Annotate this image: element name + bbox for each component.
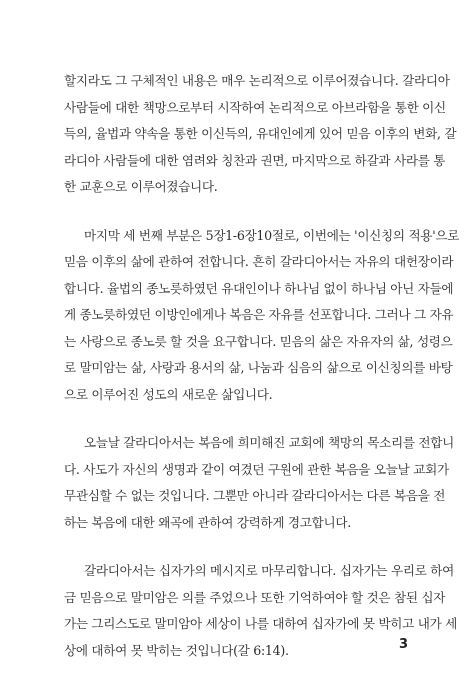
text-line: 는 사랑으로 종노릇 할 것을 요구합니다. 믿음의 삶은 자유자의 삶, 성령으 xyxy=(64,333,453,349)
text-line: 마지막 세 번째 부분은 5장1-6장10절로, 이번에는 '이신칭의 적용'으로 xyxy=(84,227,460,243)
text-line: 득의, 율법과 약속을 통한 이신득의, 유대인에게 있어 믿음 이후의 변화, 갈 xyxy=(64,126,457,141)
text-line: 갈라디아서는 십자가의 메시지로 마무리합니다. 십자가는 우리로 하여 xyxy=(84,563,455,578)
text-line: 으로 이루어진 성도의 새로운 삶입니다. xyxy=(64,386,273,402)
text-line: 상에 대하여 못 박히는 것입니다(갈 6:14). xyxy=(64,642,289,658)
paragraph-2 xyxy=(64,223,460,409)
text-line: 한 교훈으로 이루어졌습니다. xyxy=(64,179,218,194)
paragraph-4 xyxy=(64,558,457,664)
text-line: 하는 복음에 대한 왜곡에 관하여 강력하게 경고합니다. xyxy=(64,514,351,530)
text-line: 로 말미암는 삶, 사랑과 용서의 삶, 나눔과 심음의 삶으로 이신칭의를 바탕 xyxy=(64,360,453,375)
paragraph-1 xyxy=(64,68,457,201)
text-line: 게 종노릇하였던 이방인에게나 복음은 자유를 선포합니다. 그러나 그 자유 xyxy=(64,307,454,322)
text-line: 오늘날 갈라디아서는 복음에 희미해진 교회에 책망의 목소리를 전합니 xyxy=(84,435,455,450)
text-line: 합니다. 율법의 종노릇하였던 유대인이나 하나님 없이 하나님 아닌 자들에 xyxy=(64,280,454,296)
text-line: 무관심할 수 없는 것입니다. 그뿐만 아니라 갈라디아서는 다른 복음을 전 xyxy=(64,488,446,503)
text-line: 라디아 사람들에 대한 염려와 칭찬과 권면, 마지막으로 하갈과 사라를 통 xyxy=(64,152,446,168)
text-line: 다. 사도가 자신의 생명과 같이 여겼던 구원에 관한 복음을 오늘날 교회가 xyxy=(64,461,449,477)
text-line: 할지라도 그 구체적인 내용은 매우 논리적으로 이루어졌습니다. 갈라디아 xyxy=(64,73,450,88)
text-line: 사람들에 대한 책망으로부터 시작하여 논리적으로 아브라함을 통한 이신 xyxy=(64,99,446,115)
page-body xyxy=(64,68,460,664)
text-line: 금 믿음으로 말미암은 의를 주었으나 또한 기억하여야 할 것은 참된 십자 xyxy=(64,589,446,605)
page-number: 3 xyxy=(398,637,408,652)
text-line: 가는 그리스도로 말미암아 세상이 나를 대하여 십자가에 못 박히고 내가 세 xyxy=(64,616,457,631)
paragraph-3 xyxy=(64,430,455,536)
text-line: 믿음 이후의 삶에 관하여 전합니다. 흔히 갈라디아서는 자유의 대헌장이라 xyxy=(64,254,454,269)
